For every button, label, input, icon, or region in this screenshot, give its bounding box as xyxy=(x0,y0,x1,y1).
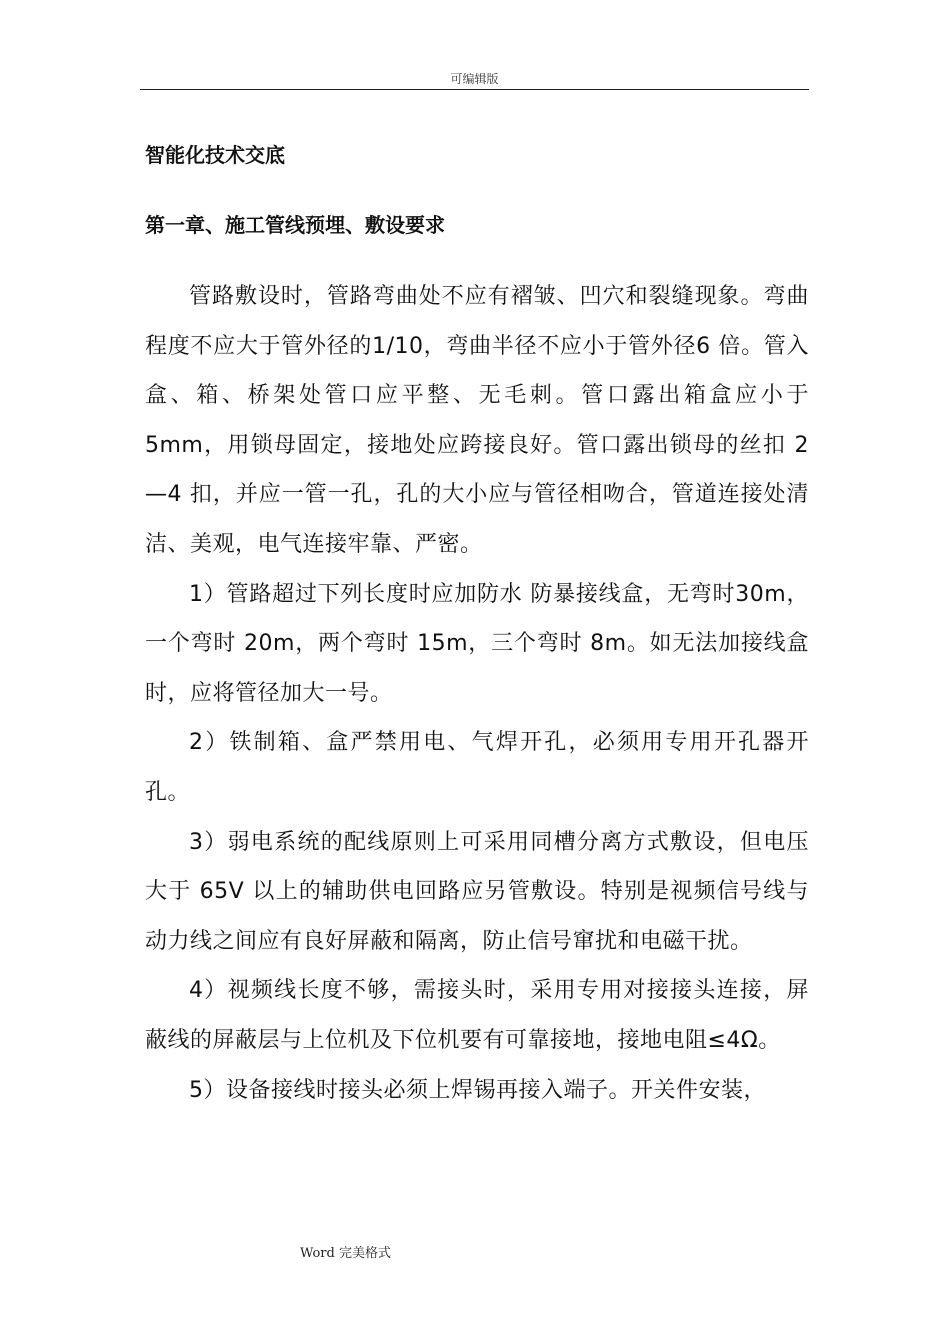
paragraph-item-4: 4）视频线长度不够，需接头时，采用专用对接接头连接，屏蔽线的屏蔽层与上位机及下位机要有可靠接地，接地电阻≤4Ω。 xyxy=(145,978,809,1053)
paragraph-item-2: 2）铁制箱、盒严禁用电、气焊开孔，必须用专用开孔器开孔。 xyxy=(145,730,809,805)
paragraph-item-3: 3）弱电系统的配线原则上可采用同槽分离方式敷设，但电压大于 65V 以上的辅助供电回路应另管敷设。特别是视频信号线与动力线之间应有良好屏蔽和隔离，防止信号窜扰和电磁干扰。 xyxy=(145,829,809,954)
paragraph-item-1: 1）管路超过下列长度时应加防水 防暴接线盒，无弯时30m，一个弯时 20m，两个弯时 15m，三个弯时 8m。如无法加接线盒时，应将管径加大一号。 xyxy=(145,581,809,706)
paragraph-intro: 管路敷设时，管路弯曲处不应有褶皱、凹穴和裂缝现象。弯曲程度不应大于管外径的1/10，弯曲半径不应小于管外径6 倍。管入盒、箱、桥架处管口应平整、无毛刺。管口露出箱盒应小于 5mm，用锁母固定，接地处应跨接良好。管口露出锁母的丝扣 2—4 扣，并应一管一孔，孔的大小应与管径相吻合，管道连接处清洁、美观，电气连接牢靠、严密。 xyxy=(145,284,809,557)
document-title: 智能化技术交底 xyxy=(145,143,285,167)
chapter-title: 第一章、施工管线预埋、敷设要求 xyxy=(145,213,445,237)
page-header: 可编辑版 xyxy=(140,72,809,90)
page-footer: Word 完美格式 xyxy=(300,1246,391,1261)
paragraph-item-5: 5）设备接线时接头必须上焊锡再接入端子。开关件安装， xyxy=(189,1077,766,1103)
document-body xyxy=(145,272,809,1115)
